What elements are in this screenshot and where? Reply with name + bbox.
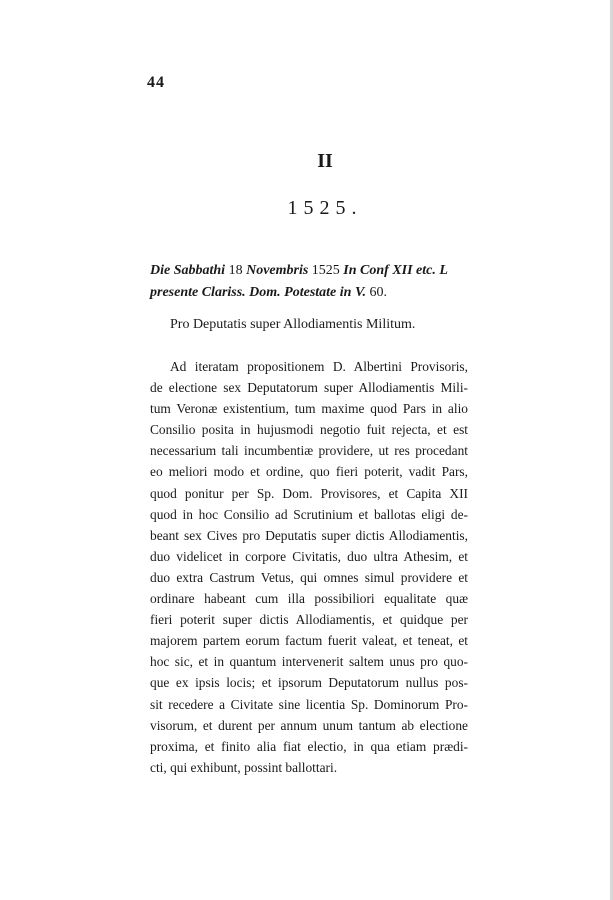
body-line: de electione sex Deputatorum super Allodiamentis Mili- xyxy=(150,380,468,396)
body-line: quod ponitur per Sp. Dom. Provisores, et Capita XII xyxy=(150,485,468,501)
session-heading xyxy=(150,260,470,304)
heading-council: In Conf XII etc. L xyxy=(343,263,448,278)
body-line: fieri poterit super dictis Allodiamentis, et quidque per xyxy=(150,612,468,628)
heading-day-number: 18 xyxy=(228,263,243,278)
deliberation-title: Pro Deputatis super Allodiamentis Militum. xyxy=(170,317,416,332)
body-line: eo meliori modo et ordine, quo fieri poterit, vadit Pars, xyxy=(150,464,468,480)
heading-year: 1525 xyxy=(311,263,340,278)
body-line: tum Veronæ existentium, tum maxime quod Pars in alio xyxy=(150,401,468,417)
heading-count: 60. xyxy=(369,285,387,300)
page-number: 44 xyxy=(147,74,165,91)
section-numeral: II xyxy=(317,150,333,172)
body-line: sit recedere a Civitate sine licentia Sp. Dominorum Pro- xyxy=(150,696,468,712)
body-line: duo extra Castrum Vetus, qui omnes simul providere et xyxy=(150,569,468,585)
heading-line-2 xyxy=(150,282,470,304)
body-line: quod in hoc Consilio ad Scrutinium et ballotas eligi de- xyxy=(150,506,468,522)
body-line: necessarium tali incumbentiæ providere, ut res procedant xyxy=(150,443,468,459)
body-line: que ex ipsis locis; et ipsorum Deputatorum nullus pos- xyxy=(150,675,468,691)
body-line: duo videlicet in corpore Civitatis, duo ultra Athesim, et xyxy=(150,548,468,564)
deliberation-body xyxy=(150,356,468,778)
heading-line-1 xyxy=(150,260,470,282)
body-line: beant sex Cives pro Deputatis super dictis Allodiamentis, xyxy=(150,527,468,543)
body-line: visorum, et durent per annum unum tantum ab electione xyxy=(150,717,468,733)
body-line: Consilio posita in hujusmodi negotio fuit rejecta, et est xyxy=(150,422,468,438)
heading-day-name: Die Sabbathi xyxy=(150,263,226,278)
body-line: Ad iteratam propositionem D. Albertini Provisoris, xyxy=(170,359,468,374)
section-year: 1525. xyxy=(287,197,363,219)
heading-month: Novembris xyxy=(246,263,309,278)
heading-presence: presente Clariss. Dom. Potestate in V. xyxy=(150,285,366,300)
body-line: cti, qui exhibunt, possint ballottari. xyxy=(150,759,338,775)
body-line: proxima, et finito alia fiat electio, in qua etiam prædi- xyxy=(150,738,468,754)
body-line: ordinare habeant cum illa possibiliori equalitate quæ xyxy=(150,591,468,607)
body-line: hoc sic, et in quantum intervenerit saltem unus pro quo- xyxy=(150,654,468,670)
body-line: majorem partem eorum factum fuerit valeat, et teneat, et xyxy=(150,633,468,649)
